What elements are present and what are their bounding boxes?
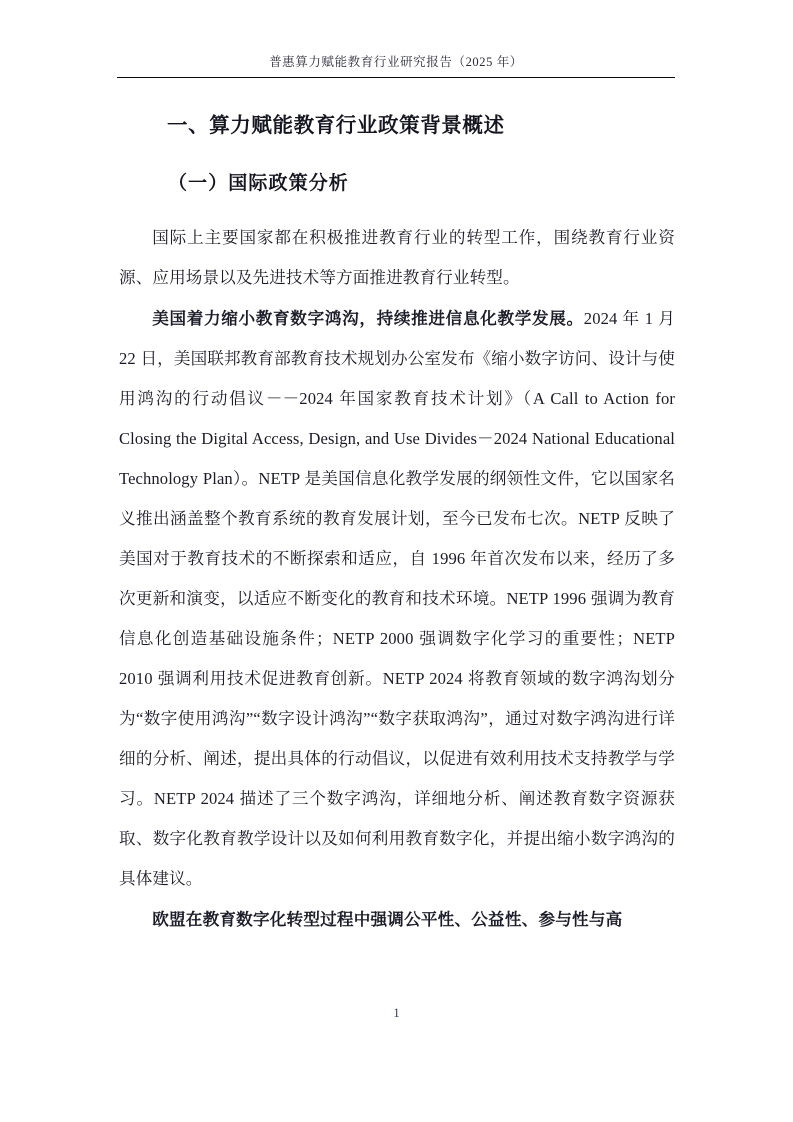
netp-abbreviation-2: NETP — [578, 509, 620, 528]
header-divider-rule — [117, 77, 675, 78]
paragraph-usa-body-9: 将教育领域的数字鸿沟划分为“数字使用鸿沟”“数字设计鸿沟”“数字获取鸿沟”，通过对数字鸿沟进行详细的分析、阐述，提出具体的行动倡议，以促进有效利用技术支持教学与学习。 — [119, 669, 675, 808]
netp-1996-label: NETP 1996 — [506, 589, 587, 608]
netp-2000-label: NETP 2000 — [332, 629, 414, 648]
paragraph-usa — [119, 299, 675, 899]
netp-2024-label-a: NETP 2024 — [382, 669, 463, 688]
section-heading: 一、算力赋能教育行业政策背景概述 — [167, 114, 505, 137]
paragraph-usa-body-3: 是美国信息化教学发展的纲领性文件，它以国家名义推出涵盖整个教育系统的教育发展计划，至今已发布七次。 — [119, 469, 675, 528]
paragraph-usa-body-5: 年首次发布以来，经历了多次更新和演变，以适应不断变化的教育和技术环境。 — [119, 549, 675, 608]
paragraph-eu-lead: 欧盟在教育数字化转型过程中强调公平性、公益性、参与性与高 — [152, 910, 623, 929]
paragraph-usa-body-1: 2024 年 1 月 22 日，美国联邦教育部教育技术规划办公室发布《缩小数字访问、设计与使用鸿沟的行动倡议－－2024 年国家教育技术计划》（ — [119, 309, 675, 408]
paragraph-usa-body-6: 强调为教育信息化创造基础设施条件； — [119, 589, 675, 648]
netp-english-title: A Call to Action for Closing the Digital Access, Design, and Use Divides－2024 National Educational Technology Plan — [119, 389, 675, 488]
document-body — [119, 104, 675, 940]
running-header-title: 普惠算力赋能教育行业研究报告（2025 年） — [269, 55, 523, 69]
paragraph-intro: 国际上主要国家都在积极推进教育行业的转型工作，围绕教育行业资源、应用场景以及先进技术等方面推进教育行业转型。 — [119, 228, 675, 287]
page-number: 1 — [393, 1006, 400, 1020]
paragraph-usa-body-7: 强调数字化学习的重要性； — [413, 629, 634, 648]
netp-2010-label: NETP 2010 — [119, 629, 675, 688]
netp-abbreviation-1: NETP — [258, 469, 300, 488]
paragraph-usa-body-4: 反映了美国对于教育技术的不断探索和适应，自 — [119, 509, 675, 568]
paragraph-eu — [119, 900, 675, 940]
running-header — [117, 52, 675, 71]
year-1996: 1996 — [431, 549, 466, 568]
paragraph-usa-body-8: 强调利用技术促进教育创新。 — [152, 669, 383, 688]
netp-2024-label-b: NETP 2024 — [153, 789, 235, 808]
paragraph-usa-lead: 美国着力缩小教育数字鸿沟，持续推进信息化教学发展。 — [152, 309, 584, 328]
paragraph-usa-body-10: 描述了三个数字鸿沟，详细地分析、阐述教育数字资源获取、数字化教育教学设计以及如何利用教育数字化，并提出缩小数字鸿沟的具体建议。 — [119, 789, 675, 888]
paragraph-usa-body-2: ）。 — [232, 469, 259, 488]
subsection-heading: （一）国际政策分析 — [168, 173, 349, 194]
